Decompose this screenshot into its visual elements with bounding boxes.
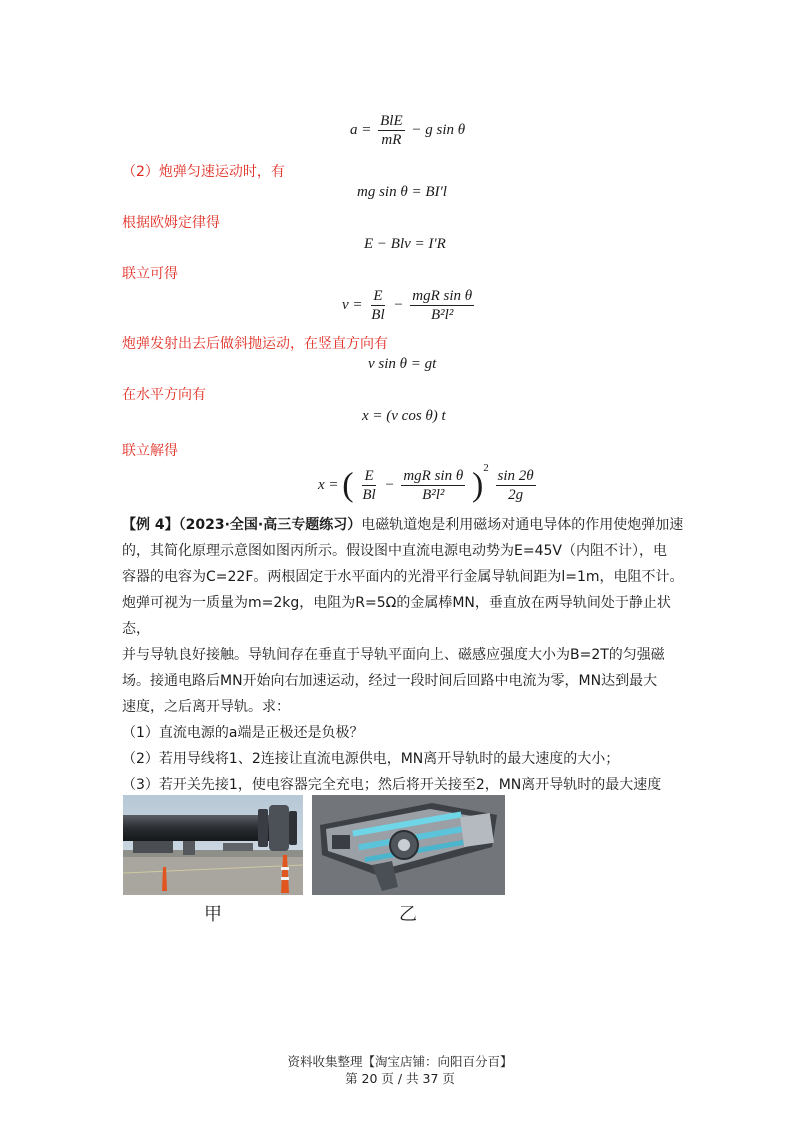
problem-line: 容器的电容为C=22F。两根固定于水平面内的光滑平行金属导轨间距为l=1m，电阻不计。 [122, 569, 684, 585]
formula-velocity [342, 287, 477, 324]
problem-line: 的，其简化原理示意图如图丙所示。假设图中直流电源电动势为E=45V（内阻不计），电 [122, 543, 667, 559]
problem-line: 并与导轨良好接触。导轨间存在垂直于导轨平面向上、磁感应强度大小为B=2T的匀强磁 [122, 647, 665, 663]
exponent: 2 [483, 462, 489, 474]
problem-line: 炮弹可视为一质量为m=2kg，电阻为R=5Ω的金属棒MN，垂直放在两导轨间处于静止状态， [122, 595, 671, 637]
fraction [360, 467, 377, 504]
problem-line: 速度，之后离开导轨。求： [122, 699, 290, 715]
formula-rest: − g sin θ [411, 121, 466, 138]
denominator: 2g [508, 487, 524, 504]
example-source: （2023·全国·高三专题练习） [178, 517, 362, 533]
formula-ohm: E − Blv = I′R [364, 236, 446, 252]
fraction [401, 467, 465, 504]
right-paren: ) [471, 466, 484, 504]
question-1: （1）直流电源的a端是正极还是负极？ [122, 725, 364, 741]
example-4-problem [122, 512, 692, 824]
fraction [410, 287, 474, 324]
combine1-label: 联立可得 [122, 266, 178, 282]
question-3: （3）若开关先接1，使电容器完全充电；然后将开关接至2，MN离开导轨时的最大速度 [122, 777, 662, 793]
numerator: mgR sin θ [412, 288, 473, 304]
combine2-label: 联立解得 [122, 443, 178, 459]
numerator: E [373, 288, 383, 304]
fraction [378, 112, 405, 149]
minus-sign: − [393, 296, 404, 313]
numerator: E [364, 468, 374, 485]
figure-right-gun-model [312, 795, 505, 895]
fraction [496, 467, 536, 504]
fraction [369, 287, 386, 324]
numerator: mgR sin θ [403, 468, 464, 485]
railgun-photo-illustration [123, 795, 303, 895]
question-2: （2）若用导线将1、2连接让直流电源供电，MN离开导轨时的最大速度的大小； [122, 751, 620, 767]
right-figure-caption: 乙 [399, 904, 417, 925]
denominator: B²l² [431, 307, 454, 323]
denominator: B²l² [422, 487, 445, 504]
formula-range [318, 462, 539, 504]
minus-sign: − [384, 477, 395, 493]
horizontal-label: 在水平方向有 [122, 387, 206, 403]
ohm-law-label: 根据欧姆定律得 [122, 215, 220, 231]
formula-lhs: a = [350, 121, 372, 138]
numerator: sin 2θ [497, 468, 534, 485]
footer-page-number: 第 20 页 / 共 37 页 [345, 1071, 455, 1086]
projectile-label: 炮弹发射出去后做斜抛运动，在竖直方向有 [122, 336, 388, 352]
footer-source: 资料收集整理【淘宝店铺：向阳百分百】 [287, 1054, 513, 1069]
denominator: mR [381, 132, 402, 148]
denominator: Bl [371, 307, 385, 323]
numerator: BlE [380, 113, 403, 129]
formula-acceleration [350, 112, 465, 149]
problem-line: 场。接通电路后MN开始向右加速运动，经过一段时间后回路中电流为零，MN达到最大 [122, 673, 658, 689]
formula-force-balance: mg sin θ = BI′l [357, 184, 447, 200]
left-figure-caption: 甲 [204, 904, 222, 925]
denominator: Bl [362, 487, 376, 504]
formula-lhs: x = [318, 477, 339, 493]
step2-label: （2）炮弹匀速运动时，有 [122, 164, 285, 180]
figure-left-railgun-photo [123, 795, 303, 895]
gun-model-illustration [312, 795, 505, 895]
problem-line: 电磁轨道炮是利用磁场对通电导体的作用使炮弹加速 [361, 517, 684, 533]
left-paren: ( [342, 466, 354, 504]
formula-horizontal: x = (v cos θ) t [362, 408, 446, 424]
example-tag: 【例 4】 [122, 517, 179, 533]
formula-lhs: v = [342, 296, 363, 313]
formula-vertical: v sin θ = gt [368, 356, 437, 372]
